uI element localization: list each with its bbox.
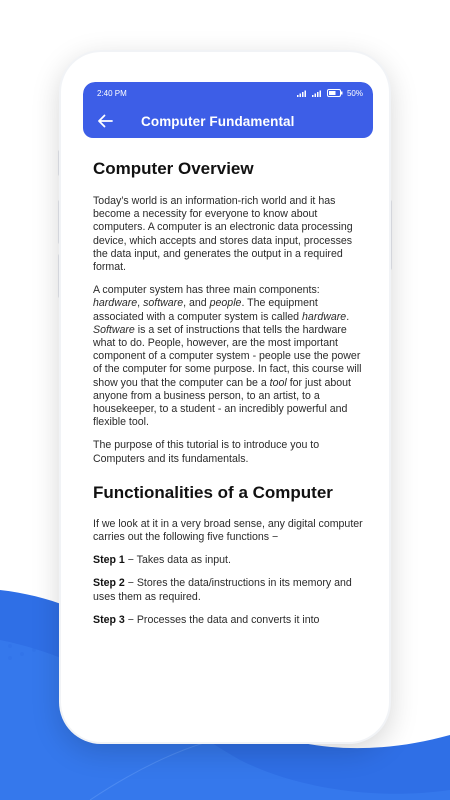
step-item [93, 577, 365, 603]
paragraph: If we look at it in a very broad sense, any digital computer carries out the following five functions − [93, 517, 363, 544]
section-heading: Computer Overview [93, 159, 254, 178]
app-bar [83, 104, 373, 138]
phone-screen [83, 82, 373, 722]
italic-term: people [209, 297, 242, 310]
step-label: Step 1 [93, 554, 125, 567]
arrow-left-icon [97, 114, 113, 128]
paragraph: The purpose of this tutorial is to introduce you to Computers and its fundamentals. [93, 439, 320, 465]
step-text: − Processes the data and converts it into [124, 613, 320, 626]
italic-term: hardware [302, 310, 347, 323]
article-content [93, 158, 365, 637]
status-bar [83, 82, 373, 104]
status-time: 2:40 PM [97, 88, 127, 98]
step-item [93, 554, 365, 567]
paragraph: Today’s world is an information-rich world and it has become a necessity for everyone to know about computers. A computer is an electronic data processing device, which accepts and stores data input, processes the data input, and generates the output in a required format. [93, 195, 353, 274]
back-button[interactable] [83, 104, 127, 138]
section-heading: Functionalities of a Computer [93, 482, 333, 502]
text-run: , and [183, 297, 210, 310]
app-title: Computer Fundamental [141, 113, 295, 129]
text-run: , [137, 297, 144, 310]
italic-term: software [143, 297, 184, 310]
step-label: Step 2 [93, 577, 125, 590]
text-run: . [346, 310, 350, 323]
signal-icon [312, 89, 323, 97]
italic-term: hardware [93, 297, 138, 310]
status-icons [297, 89, 363, 98]
signal-icon [297, 89, 308, 97]
text-run: A computer system has three main components: [93, 284, 320, 297]
italic-term: Software [93, 323, 135, 336]
phone-frame [61, 52, 389, 742]
italic-term: tool [269, 376, 287, 389]
step-text: − Takes data as input. [124, 554, 231, 567]
battery-percent-sign: % [355, 88, 363, 98]
step-item [93, 614, 365, 627]
battery-level: 50 [346, 88, 356, 98]
paragraph [93, 284, 365, 429]
text-run: . The equipment associated with a computer system is called [93, 297, 318, 323]
battery-icon [327, 89, 343, 97]
step-text: − Stores the data/instructions in its memory and uses them as required. [93, 577, 352, 603]
step-label: Step 3 [93, 613, 125, 626]
text-run: is a set of instructions that tells the hardware what to do. People, however, are the most important component of a computer system - people use the power of the computer for some purpose. In fact, this course will show you that the computer can be a [93, 323, 362, 389]
text-run: for just about anyone from a business person, to an artist, to a housekeeper, to a student - an incredibly powerful and flexible tool. [93, 376, 351, 429]
